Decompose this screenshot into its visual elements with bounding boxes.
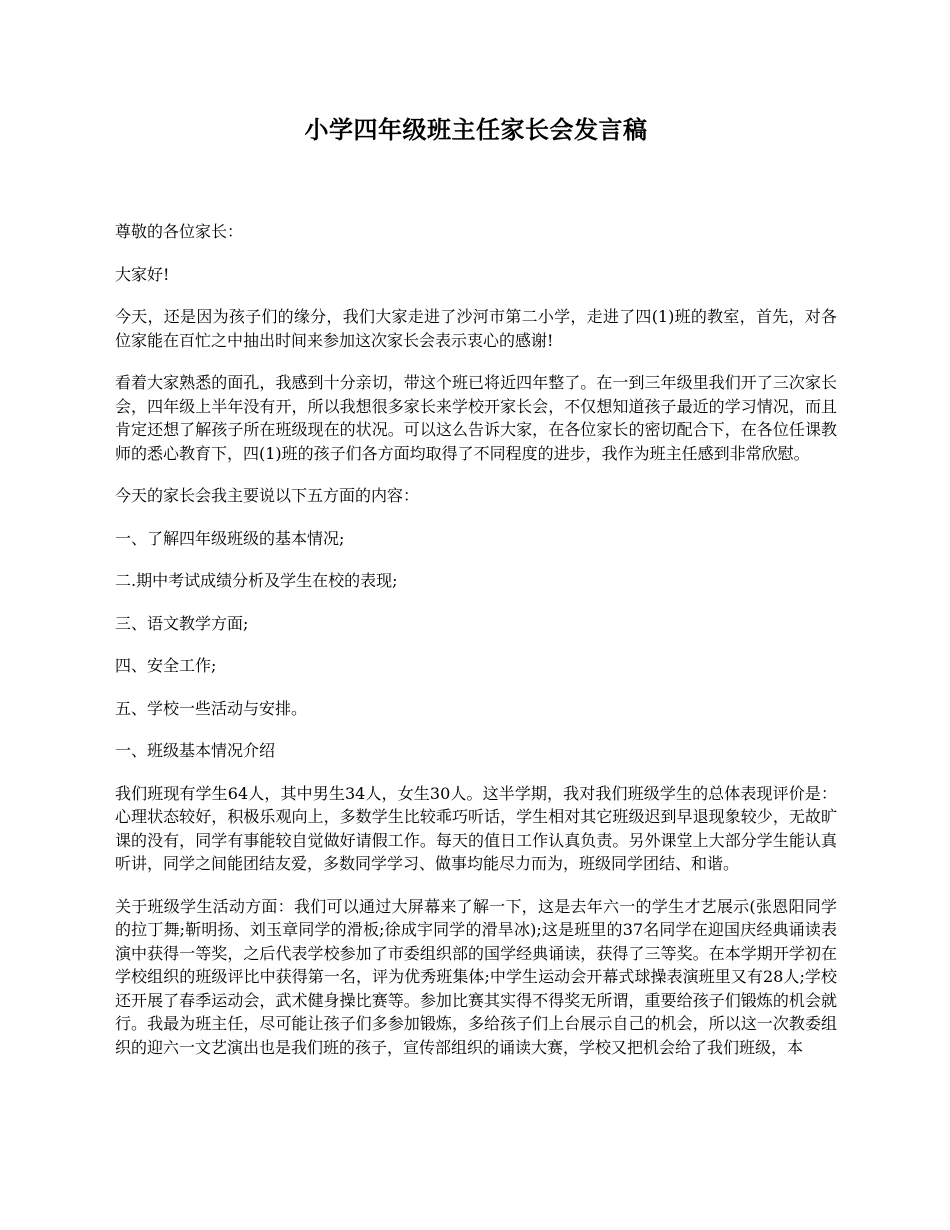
agenda-item-4: 四、安全工作;: [115, 656, 217, 675]
agenda-item-3: 三、语文教学方面;: [115, 613, 249, 633]
paragraph-class-activities: 关于班级学生活动方面：我们可以通过大屏幕来了解一下，这是去年六一的学生才艺展示(张恩阳同学的拉丁舞;靳明扬、刘玉章同学的滑板;徐成宇同学的滑旱冰);这是班里的37名同学在迎国庆经典诵读表演中获得一等奖，之后代表学校参加了市委组织部的国学经典诵读，获得了三等奖。在本学期开学初在学校组织的班级评比中获得第一名，评为优秀班集体;中学生运动会开幕式球操表演班里又有28人;学校还开展了春季运动会，武术健身操比赛等。参加比赛其实得不得奖无所谓，重要给孩子们锻炼的机会就行。我最为班主任，尽可能让孩子们多参加锻炼，多给孩子们上台展示自己的机会，所以这一次教委组织的迎六一文艺演出也是我们班的孩子，宣传部组织的诵读大赛，学校又把机会给了我们班级，本: [115, 896, 837, 1057]
paragraph-introduction: 看着大家熟悉的面孔，我感到十分亲切，带这个班已将近四年整了。在一到三年级里我们开了三次家长会，四年级上半年没有开，所以我想很多家长来学校开家长会，不仅想知道孩子最近的学习情况，而且肯定还想了解孩子所在班级现在的状况。可以这么告诉大家，在各位家长的密切配合下，在各位任课教师的悉心教育下，四(1)班的孩子们各方面均取得了不同程度的进步，我作为班主任感到非常欣慰。: [115, 373, 837, 463]
paragraph-class-overview: 我们班现有学生64人，其中男生34人，女生30人。这半学期，我对我们班级学生的总体表现评价是：心理状态较好，积极乐观向上，多数学生比较乖巧听话，学生相对其它班级迟到早退现象较少，无故旷课的没有，同学有事能较自觉做好请假工作。每天的值日工作认真负责。另外课堂上大部分学生能认真听讲，同学之间能团结友爱，多数同学学习、做事均能尽力而为，班级同学团结、和谐。: [115, 783, 837, 873]
page-title: 小学四年级班主任家长会发言稿: [304, 115, 648, 144]
paragraph-salutation: 尊敬的各位家长：: [115, 222, 244, 241]
paragraph-greeting: 大家好!: [115, 264, 170, 284]
agenda-item-2: 二.期中考试成绩分析及学生在校的表现;: [115, 571, 398, 590]
agenda-item-1: 一、了解四年级班级的基本情况;: [115, 528, 345, 548]
document-page: [115, 110, 837, 1078]
paragraph-welcome: 今天，还是因为孩子们的缘分，我们大家走进了沙河市第二小学，走进了四(1)班的教室，首先，对各位家能在百忙之中抽出时间来参加这次家长会表示衷心的感谢!: [115, 307, 837, 350]
agenda-item-5: 五、学校一些活动与安排。: [115, 698, 308, 718]
paragraph-agenda-intro: 今天的家长会我主要说以下五方面的内容：: [115, 486, 420, 505]
section-heading-class-overview: 一、班级基本情况介绍: [115, 741, 276, 760]
